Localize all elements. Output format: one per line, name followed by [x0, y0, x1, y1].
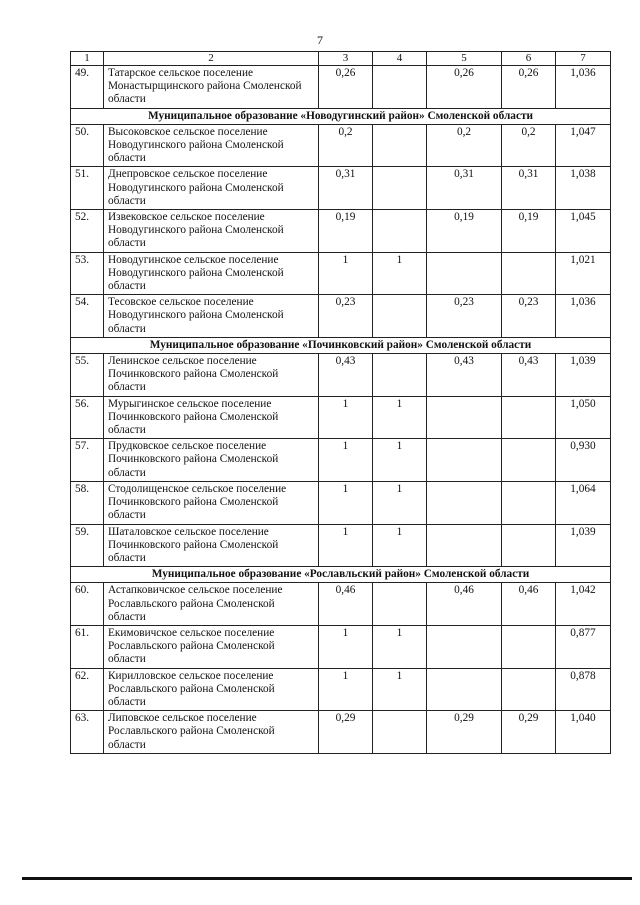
value-col-5 — [427, 481, 502, 524]
value-col-4: 1 — [373, 668, 427, 711]
value-col-6 — [502, 481, 556, 524]
value-col-6: 0,19 — [502, 210, 556, 253]
column-header: 6 — [502, 52, 556, 66]
value-col-3: 0,19 — [319, 210, 373, 253]
header-row — [71, 52, 611, 66]
column-header: 5 — [427, 52, 502, 66]
section-header-row — [71, 567, 611, 583]
value-col-3: 0,2 — [319, 124, 373, 167]
value-col-6: 0,23 — [502, 295, 556, 338]
value-col-3: 0,43 — [319, 354, 373, 397]
table-row — [71, 124, 611, 167]
value-col-4: 1 — [373, 396, 427, 439]
value-col-4 — [373, 124, 427, 167]
coefficient-value: 1,038 — [556, 167, 611, 210]
column-header: 4 — [373, 52, 427, 66]
value-col-3: 0,29 — [319, 711, 373, 754]
table-row — [71, 524, 611, 567]
value-col-5: 0,46 — [427, 583, 502, 626]
value-col-6: 0,46 — [502, 583, 556, 626]
row-number: 50. — [71, 124, 104, 167]
settlement-name: Липовское сельское поселение Рославльского района Смоленской области — [104, 711, 319, 754]
section-title: Муниципальное образование «Рославльский район» Смоленской области — [71, 567, 611, 583]
value-col-3: 1 — [319, 252, 373, 295]
table-row — [71, 295, 611, 338]
table-row — [71, 167, 611, 210]
coefficient-value: 1,021 — [556, 252, 611, 295]
row-number: 57. — [71, 439, 104, 482]
table-row — [71, 354, 611, 397]
value-col-5: 0,23 — [427, 295, 502, 338]
row-number: 49. — [71, 66, 104, 109]
row-number: 61. — [71, 625, 104, 668]
coefficient-value: 0,877 — [556, 625, 611, 668]
value-col-5: 0,19 — [427, 210, 502, 253]
value-col-5 — [427, 668, 502, 711]
settlement-name: Екимовичское сельское поселение Рославльского района Смоленской области — [104, 625, 319, 668]
value-col-6: 0,43 — [502, 354, 556, 397]
value-col-3: 1 — [319, 396, 373, 439]
row-number: 59. — [71, 524, 104, 567]
row-number: 63. — [71, 711, 104, 754]
settlement-name: Новодугинское сельское поселение Новодугинского района Смоленской области — [104, 252, 319, 295]
section-title: Муниципальное образование «Починковский район» Смоленской области — [71, 337, 611, 353]
settlement-name: Извековское сельское поселение Новодугинского района Смоленской области — [104, 210, 319, 253]
row-number: 55. — [71, 354, 104, 397]
settlement-name: Ленинское сельское поселение Починковского района Смоленской области — [104, 354, 319, 397]
value-col-5: 0,26 — [427, 66, 502, 109]
section-title: Муниципальное образование «Новодугинский район» Смоленской области — [71, 108, 611, 124]
coefficient-value: 1,042 — [556, 583, 611, 626]
value-col-5 — [427, 625, 502, 668]
value-col-4: 1 — [373, 252, 427, 295]
settlement-name: Стодолищенское сельское поселение Починковского района Смоленской области — [104, 481, 319, 524]
coefficient-value: 1,039 — [556, 354, 611, 397]
column-header: 2 — [104, 52, 319, 66]
value-col-4: 1 — [373, 625, 427, 668]
value-col-6 — [502, 524, 556, 567]
value-col-3: 1 — [319, 625, 373, 668]
value-col-3: 0,26 — [319, 66, 373, 109]
row-number: 51. — [71, 167, 104, 210]
value-col-5: 0,2 — [427, 124, 502, 167]
coefficient-value: 1,040 — [556, 711, 611, 754]
settlement-name: Днепровское сельское поселение Новодугинского района Смоленской области — [104, 167, 319, 210]
value-col-6 — [502, 625, 556, 668]
table-body — [71, 52, 611, 754]
bottom-rule — [22, 877, 632, 880]
table-row — [71, 711, 611, 754]
page-number: 7 — [317, 33, 323, 47]
value-col-5 — [427, 524, 502, 567]
table-row — [71, 481, 611, 524]
coefficient-value: 0,878 — [556, 668, 611, 711]
value-col-4: 1 — [373, 481, 427, 524]
section-header-row — [71, 108, 611, 124]
settlement-name: Татарское сельское поселение Монастырщинского района Смоленской области — [104, 66, 319, 109]
value-col-5: 0,43 — [427, 354, 502, 397]
value-col-5: 0,29 — [427, 711, 502, 754]
value-col-4 — [373, 167, 427, 210]
settlement-name: Шаталовское сельское поселение Починковского района Смоленской области — [104, 524, 319, 567]
value-col-4: 1 — [373, 524, 427, 567]
row-number: 60. — [71, 583, 104, 626]
settlement-name: Тесовское сельское поселение Новодугинского района Смоленской области — [104, 295, 319, 338]
table-row — [71, 66, 611, 109]
column-header: 1 — [71, 52, 104, 66]
table-row — [71, 668, 611, 711]
value-col-4 — [373, 711, 427, 754]
table-row — [71, 210, 611, 253]
settlement-name: Мурыгинское сельское поселение Починковского района Смоленской области — [104, 396, 319, 439]
value-col-3: 1 — [319, 524, 373, 567]
value-col-4: 1 — [373, 439, 427, 482]
settlement-name: Астапковичское сельское поселение Рославльского района Смоленской области — [104, 583, 319, 626]
value-col-3: 1 — [319, 481, 373, 524]
value-col-4 — [373, 210, 427, 253]
table-row — [71, 252, 611, 295]
value-col-6: 0,2 — [502, 124, 556, 167]
value-col-5 — [427, 439, 502, 482]
coefficient-value: 1,047 — [556, 124, 611, 167]
value-col-4 — [373, 354, 427, 397]
value-col-6: 0,31 — [502, 167, 556, 210]
row-number: 62. — [71, 668, 104, 711]
settlement-name: Высоковское сельское поселение Новодугинского района Смоленской области — [104, 124, 319, 167]
coefficient-value: 1,064 — [556, 481, 611, 524]
row-number: 53. — [71, 252, 104, 295]
column-header: 3 — [319, 52, 373, 66]
value-col-5: 0,31 — [427, 167, 502, 210]
value-col-5 — [427, 252, 502, 295]
coefficient-value: 0,930 — [556, 439, 611, 482]
value-col-3: 0,31 — [319, 167, 373, 210]
value-col-6 — [502, 439, 556, 482]
value-col-3: 0,46 — [319, 583, 373, 626]
coefficient-value: 1,045 — [556, 210, 611, 253]
municipal-table — [70, 51, 611, 754]
value-col-4 — [373, 583, 427, 626]
value-col-6 — [502, 252, 556, 295]
settlement-name: Прудковское сельское поселение Починковского района Смоленской области — [104, 439, 319, 482]
value-col-6: 0,29 — [502, 711, 556, 754]
coefficient-value: 1,036 — [556, 66, 611, 109]
row-number: 56. — [71, 396, 104, 439]
row-number: 54. — [71, 295, 104, 338]
column-header: 7 — [556, 52, 611, 66]
value-col-6: 0,26 — [502, 66, 556, 109]
value-col-4 — [373, 295, 427, 338]
value-col-4 — [373, 66, 427, 109]
table-row — [71, 625, 611, 668]
row-number: 52. — [71, 210, 104, 253]
table-row — [71, 439, 611, 482]
coefficient-value: 1,036 — [556, 295, 611, 338]
row-number: 58. — [71, 481, 104, 524]
table-row — [71, 583, 611, 626]
section-header-row — [71, 337, 611, 353]
value-col-5 — [427, 396, 502, 439]
value-col-6 — [502, 668, 556, 711]
coefficient-value: 1,039 — [556, 524, 611, 567]
value-col-6 — [502, 396, 556, 439]
settlement-name: Кирилловское сельское поселение Рославльского района Смоленской области — [104, 668, 319, 711]
coefficient-value: 1,050 — [556, 396, 611, 439]
value-col-3: 1 — [319, 439, 373, 482]
value-col-3: 1 — [319, 668, 373, 711]
value-col-3: 0,23 — [319, 295, 373, 338]
table-row — [71, 396, 611, 439]
